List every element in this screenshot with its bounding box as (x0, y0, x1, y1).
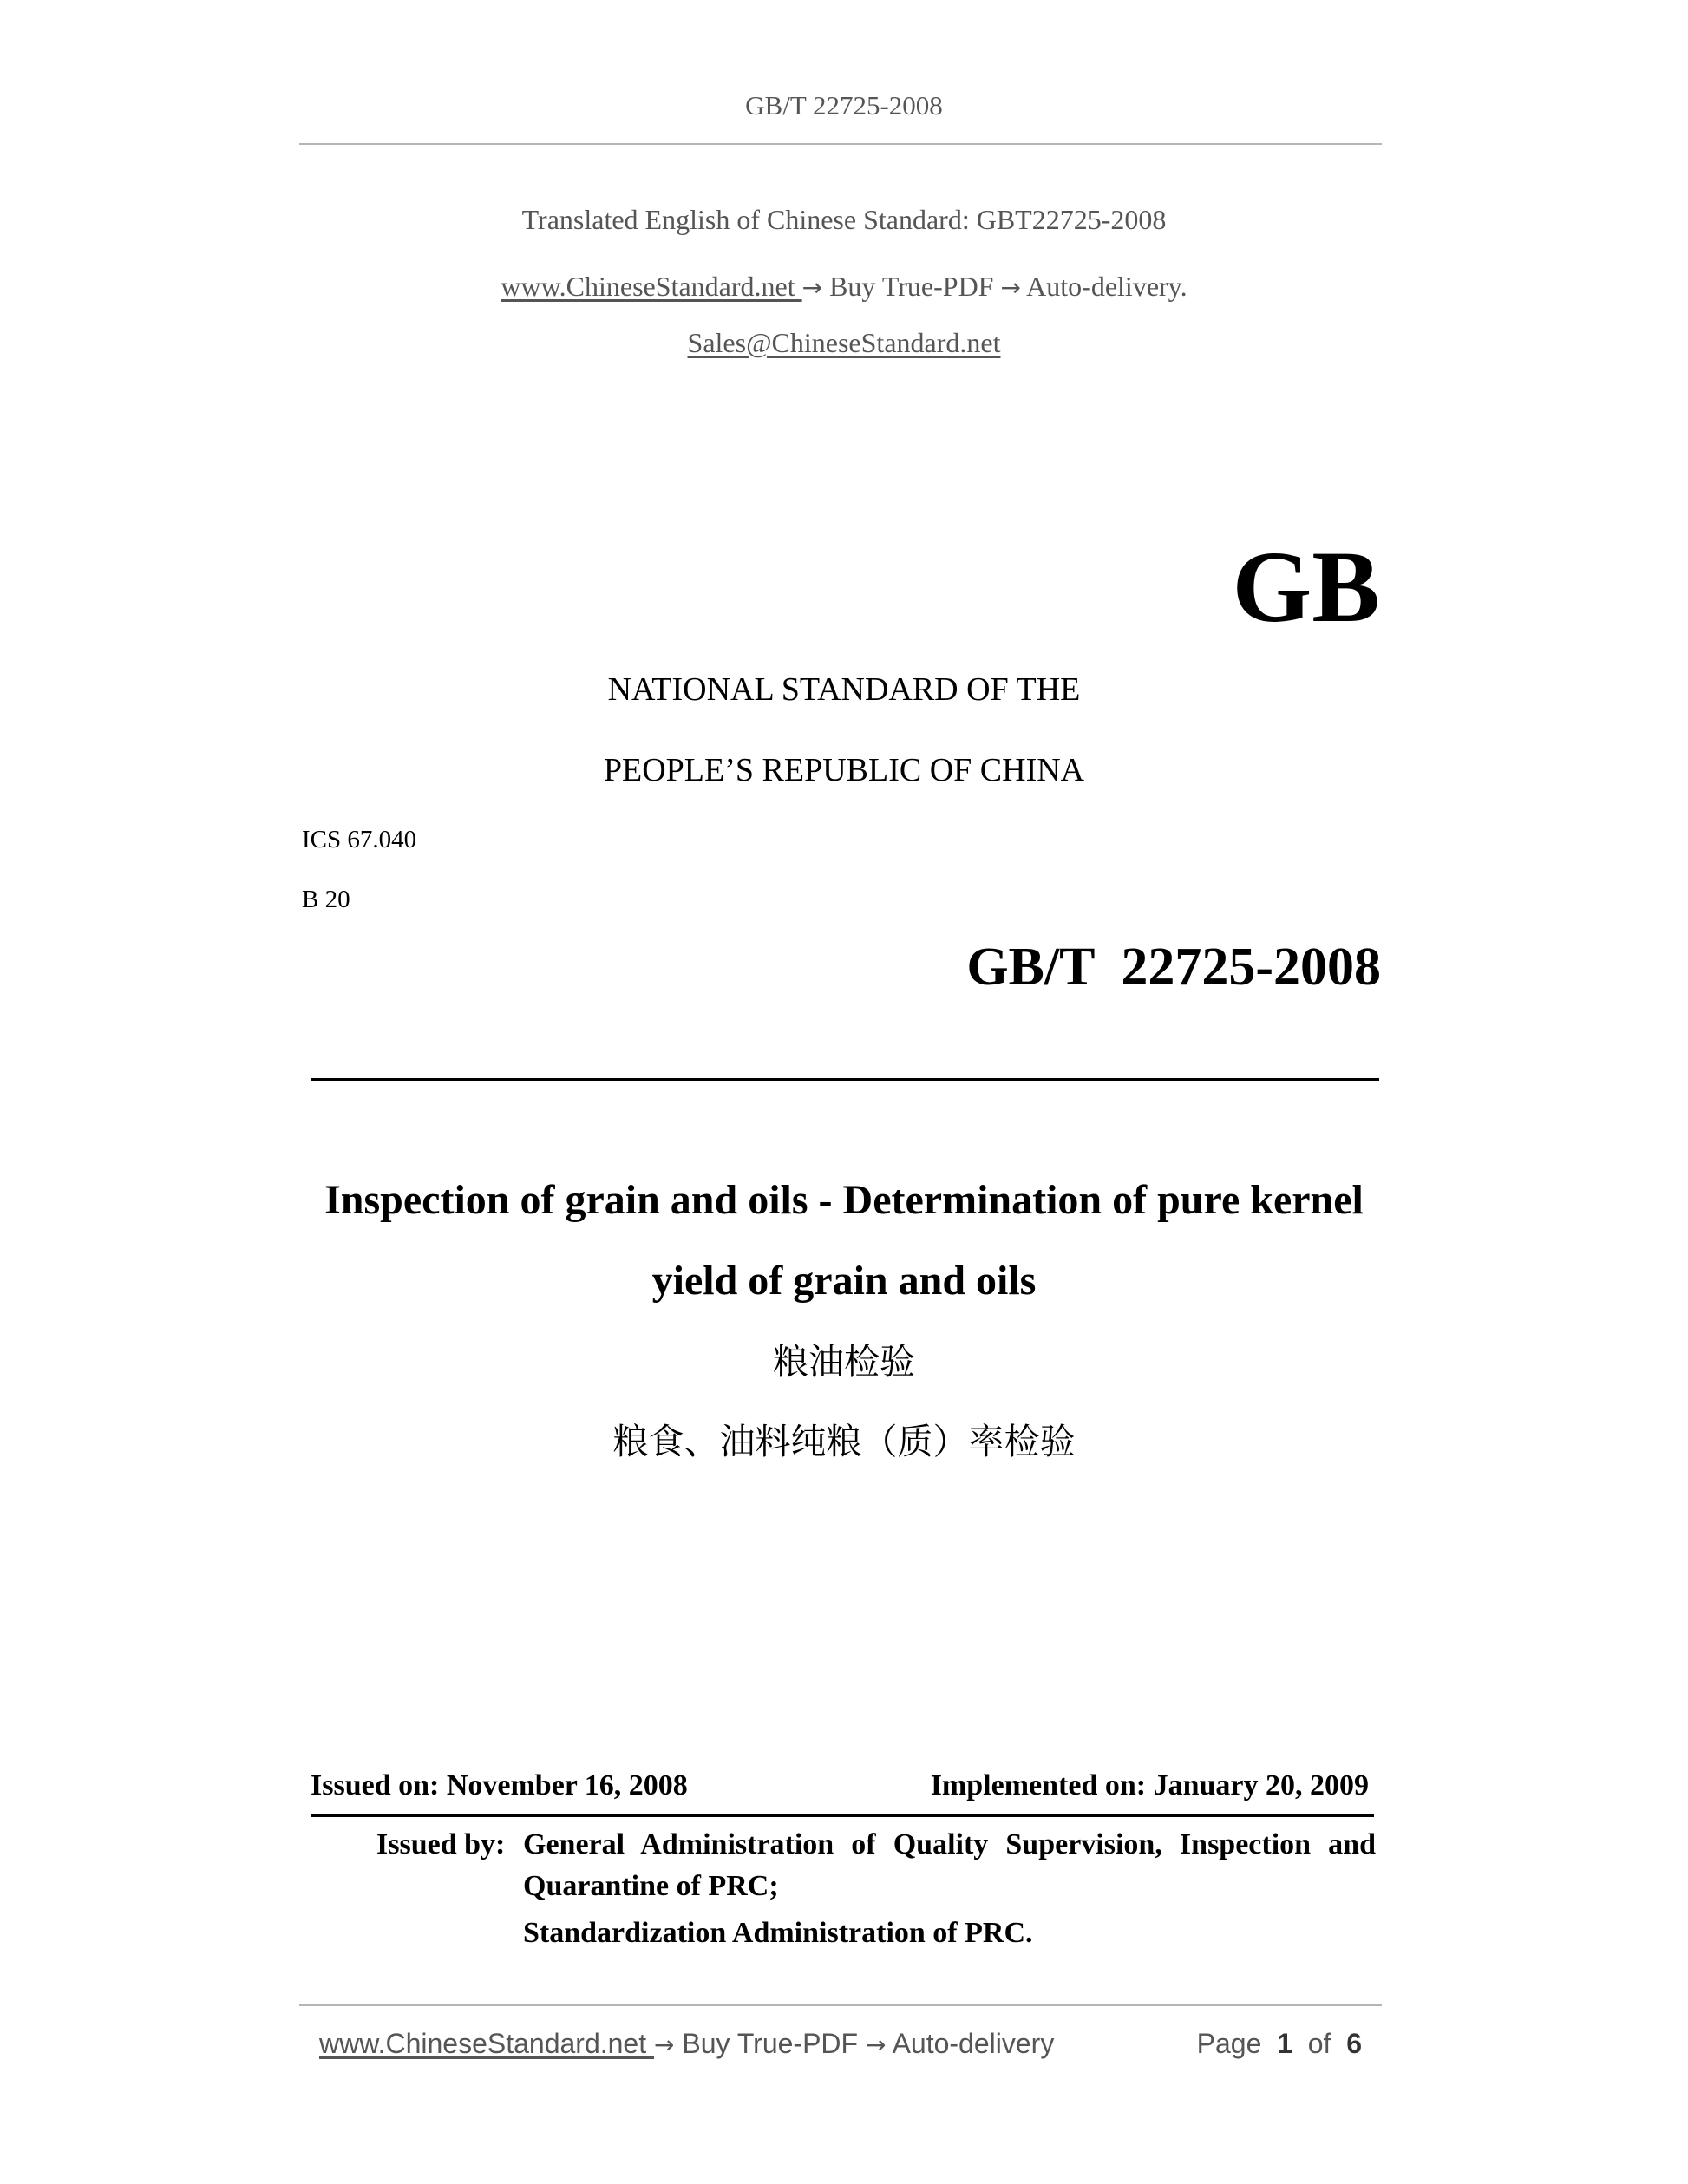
issuer-2: Standardization Administration of PRC. (523, 1917, 1033, 1949)
email-line (0, 327, 1688, 359)
footer-divider (299, 2004, 1382, 2006)
footer-buy-text: Buy True-PDF (674, 2028, 866, 2059)
page-indicator (1128, 2028, 1362, 2060)
title-chinese-line-1: 粮油检验 (773, 1341, 915, 1383)
header-divider (299, 143, 1382, 145)
standard-divider (311, 1078, 1379, 1081)
issuance-divider (311, 1814, 1374, 1817)
title-chinese-line-2: 粮食、油料纯粮（质）率检验 (612, 1421, 1076, 1462)
delivery-text: Auto-delivery. (1020, 271, 1187, 302)
issued-by-label: Issued by: (376, 1828, 506, 1860)
ics-code: ICS 67.040 (302, 826, 417, 853)
title-english-line-1: Inspection of grain and oils - Determination of pure kernel (324, 1177, 1364, 1223)
arrow-right-icon: → (865, 2030, 887, 2059)
buy-text: Buy True-PDF (822, 271, 1001, 302)
ccs-code: B 20 (302, 886, 350, 913)
issuer-1-line-2: Quarantine of PRC; (523, 1870, 779, 1902)
arrow-right-icon: → (801, 273, 823, 302)
standard-number: GB/T 22725-2008 (966, 938, 1381, 997)
implemented-on-date: Implemented on: January 20, 2009 (930, 1769, 1369, 1801)
gb-mark: GB (1232, 530, 1380, 644)
national-standard-line-2: PEOPLE’S REPUBLIC OF CHINA (603, 752, 1085, 788)
page-total: 6 (1346, 2028, 1362, 2059)
arrow-right-icon: → (1000, 273, 1021, 302)
issuer-1-line-1: General Administration of Quality Supervision, Inspection and (523, 1828, 1376, 1860)
issued-on-date: Issued on: November 16, 2008 (311, 1769, 688, 1801)
page-of: of (1307, 2028, 1331, 2059)
title-english-line-2: yield of grain and oils (651, 1258, 1037, 1304)
footer-site-link[interactable]: www.ChineseStandard.net (319, 2028, 654, 2059)
email-link[interactable]: Sales@ChineseStandard.net (687, 327, 1001, 358)
national-standard-line-1: NATIONAL STANDARD OF THE (607, 671, 1081, 708)
page-label: Page (1196, 2028, 1262, 2059)
arrow-right-icon: → (654, 2030, 675, 2059)
running-header-title: GB/T 22725-2008 (745, 90, 943, 121)
purchase-line (0, 271, 1688, 303)
page-current: 1 (1277, 2028, 1292, 2059)
site-link[interactable]: www.ChineseStandard.net (501, 271, 802, 302)
footer-purchase-line (319, 2028, 1054, 2060)
translation-note: Translated English of Chinese Standard: GBT22725-2008 (521, 204, 1167, 235)
footer-delivery-text: Auto-delivery (886, 2028, 1055, 2059)
